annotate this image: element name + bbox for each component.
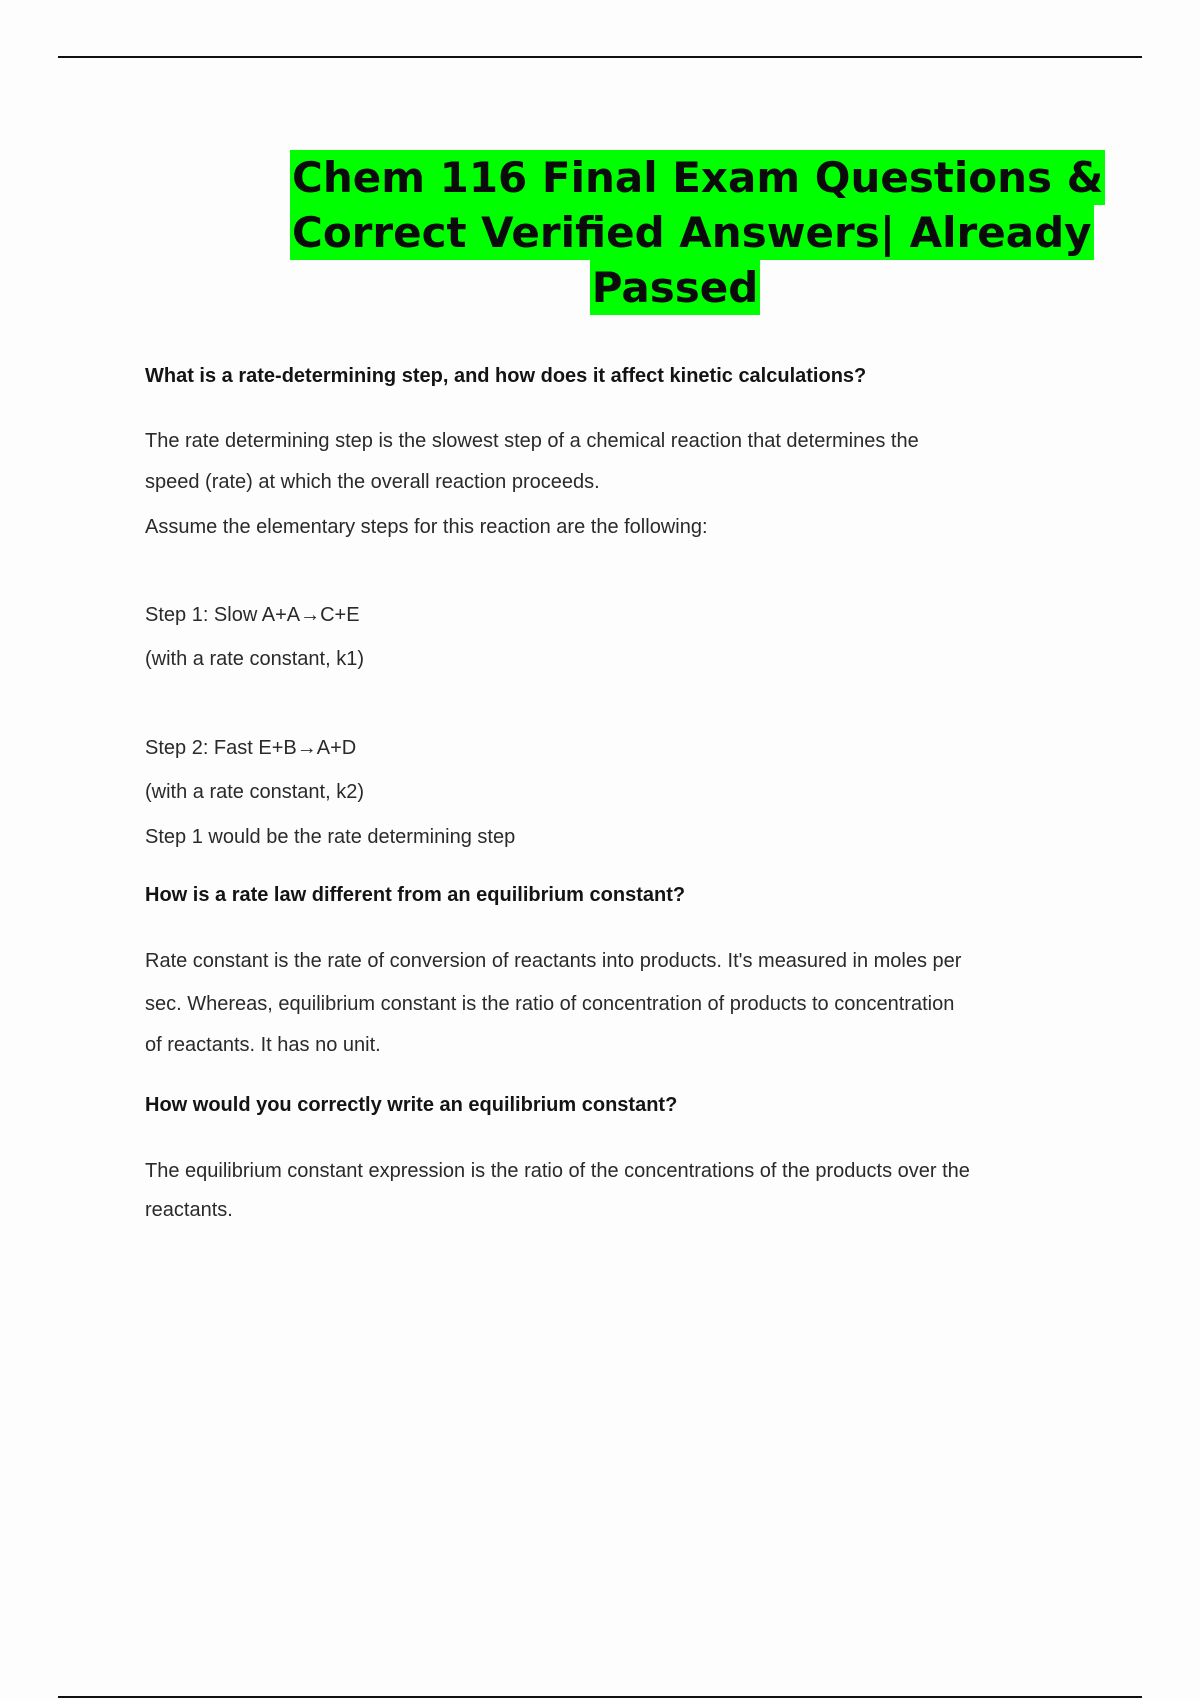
answer-3-line-1: The equilibrium constant expression is the ratio of the concentrations of the products over the (145, 1160, 970, 1182)
answer-2-line-2: sec. Whereas, equilibrium constant is the ratio of concentration of products to concentration (145, 993, 955, 1015)
title-line-1: Chem 116 Final Exam Questions & (290, 150, 1105, 205)
question-2: How is a rate law different from an equilibrium constant? (145, 884, 686, 906)
answer-3-line-2: reactants. (145, 1199, 233, 1221)
question-1: What is a rate-determining step, and how does it affect kinetic calculations? (145, 365, 867, 387)
bottom-rule (58, 1696, 1142, 1698)
answer-1-line-4: Step 1: Slow A+A→C+E (145, 604, 360, 626)
answer-1-line-8: Step 1 would be the rate determining step (145, 826, 516, 848)
answer-1-line-7: (with a rate constant, k2) (145, 781, 364, 803)
answer-1-line-2: speed (rate) at which the overall reaction proceeds. (145, 471, 600, 493)
answer-1-line-1: The rate determining step is the slowest step of a chemical reaction that determines the (145, 430, 919, 452)
answer-2-line-1: Rate constant is the rate of conversion of reactants into products. It's measured in moles per (145, 950, 962, 972)
document-title (290, 150, 1104, 315)
answer-1-line-6: Step 2: Fast E+B→A+D (145, 737, 357, 759)
answer-2-line-3: of reactants. It has no unit. (145, 1034, 381, 1056)
question-3: How would you correctly write an equilibrium constant? (145, 1094, 678, 1116)
title-line-2: Correct Verified Answers| Already (290, 205, 1094, 260)
top-rule (58, 56, 1142, 58)
answer-1-line-3: Assume the elementary steps for this reaction are the following: (145, 516, 708, 538)
answer-1-line-5: (with a rate constant, k1) (145, 648, 364, 670)
title-line-3: Passed (590, 260, 761, 315)
